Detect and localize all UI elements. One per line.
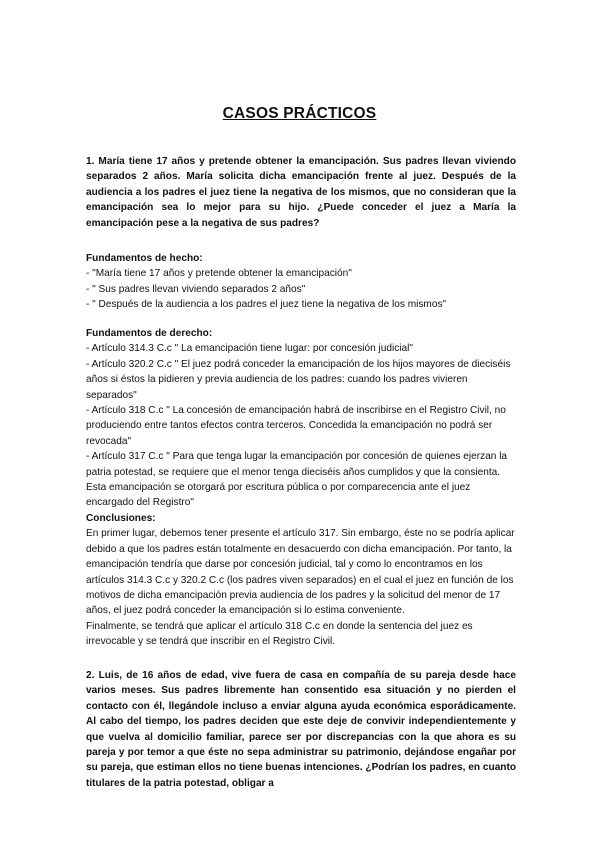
fact-item: - "María tiene 17 años y pretende obtener la emancipación": [86, 268, 352, 280]
law-section: [86, 326, 516, 650]
case-1-number: 1.: [86, 156, 95, 167]
law-item: - Artículo 314.3 C.c " La emancipación tiene lugar: por concesión judicial": [86, 343, 413, 355]
law-item: - Artículo 317 C.c " Para que tenga lugar la emancipación por concesión de quienes ejerzan la patria potestad, se requiere que el menor tenga dieciséis años cumplidos y que la consienta. Esta emancipación se otorgará por escritura pública o por comparecencia ante el juez encargado del Registro": [86, 451, 508, 509]
law-item: - Artículo 318 C.c " La concesión de emancipación habrá de inscribirse en el Registro Civil, no produciendo entre tantos efectos contra terceros. Concedida la emancipación no podrá ser revocada": [86, 405, 506, 447]
facts-section: [86, 251, 516, 313]
law-heading: Fundamentos de derecho:: [86, 328, 213, 339]
page-title: CASOS PRÁCTICOS: [222, 105, 377, 122]
case-2-number: 2.: [86, 670, 95, 681]
conclusion-paragraph: Finalmente, se tendrá que aplicar el artículo 318 C.c en donde la sentencia del juez es irrevocable y se tendrá que inscribir en el Registro Civil.: [86, 620, 473, 648]
case-1-question: [86, 154, 516, 231]
case-2-question-text: Luis, de 16 años de edad, vive fuera de casa en compañía de su pareja desde hace varios meses. Sus padres libremente han consentido esa situación y no pierden el contacto con él, llegándole incluso a enviar alguna ayuda económica esporádicamente. Al cabo del tiempo, los padres deciden que este deje de convivir independientemente y que vuelva al domicilio familiar, parece ser por discrepancias con la que ahora es su pareja y por temor a que éste no sepa administrar su patrimonio, dejándose engañar por su pareja, que estiman ellos no tiene buenas intenciones. ¿Podrían los padres, en cuanto titulares de la patria potestad, obligar a: [86, 670, 516, 789]
law-list: [86, 341, 516, 510]
fact-item: - " Sus padres llevan viviendo separados 2 años": [86, 283, 306, 295]
law-item: - Artículo 320.2 C.c " El juez podrá conceder la emancipación de los hijos mayores de dieciséis años si éstos la pidieren y previa audiencia de los padres: cuando los padres vivieren separados": [86, 358, 511, 401]
case-1-question-text: María tiene 17 años y pretende obtener la emancipación. Sus padres llevan viviendo separados 2 años. María solicita dicha emancipación frente al juez. Después de la audiencia a los padres el juez tiene la negativa de los mismos, que no consideran que la emancipación sea lo mejor para su hijo. ¿Puede conceder el juez a María la emancipación pese a la negativa de sus padres?: [86, 156, 516, 229]
conclusion-paragraph: En primer lugar, debemos tener presente el artículo 317. Sin embargo, éste no se podría aplicar debido a que los padres están totalmente en desacuerdo con dicha emancipación. Por tanto, la emancipación tendría que darse por concesión judicial, tal y como lo encontramos en los artículos 314.3 C.c y 320.2 C.c (los padres viven separados) en el cual el juez en función de los motivos de dicha emancipación previa audiencia de los padres y la solicitud del menor de 17 años, el juez podrá conceder la emancipación si lo estima conveniente.: [86, 528, 515, 617]
facts-heading: Fundamentos de hecho:: [86, 253, 203, 264]
facts-list: [86, 266, 516, 312]
case-2-question: [86, 668, 516, 791]
conclusions-heading: Conclusiones:: [86, 512, 156, 524]
fact-item: - " Después de la audiencia a los padres el juez tiene la negativa de los mismos": [86, 299, 447, 311]
